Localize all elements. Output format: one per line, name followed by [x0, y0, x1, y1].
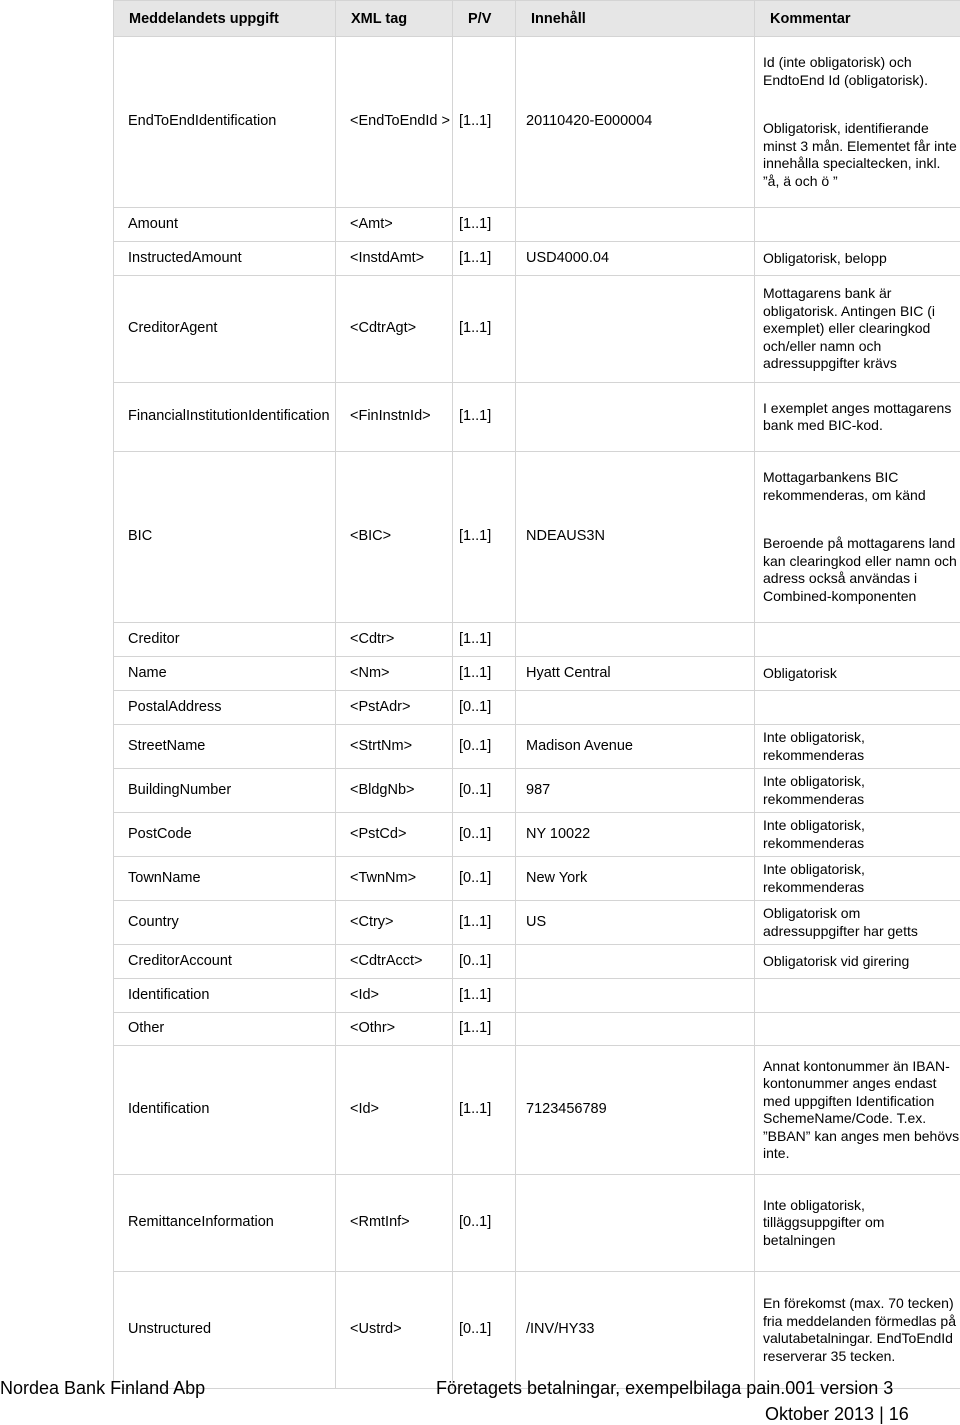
header-row [114, 1, 960, 37]
table-row [114, 452, 960, 623]
field-name: InstructedAmount [114, 242, 336, 276]
comment-cell [755, 725, 960, 769]
xml-tag: <EndToEndId > [336, 37, 453, 208]
comment-cell [755, 813, 960, 857]
field-name: Amount [114, 208, 336, 242]
field-name: PostCode [114, 813, 336, 857]
xml-tag: <Id> [336, 979, 453, 1013]
field-name: RemittanceInformation [114, 1175, 336, 1272]
comment-cell [755, 1175, 960, 1272]
field-name: CreditorAccount [114, 945, 336, 979]
xml-tag: <BIC> [336, 452, 453, 623]
occurrence: [0..1] [453, 725, 516, 769]
content-value: NY 10022 [516, 813, 755, 857]
occurrence: [1..1] [453, 901, 516, 945]
content-value: 987 [516, 769, 755, 813]
table-row [114, 769, 960, 813]
field-name: Identification [114, 1046, 336, 1175]
comment-text: Obligatorisk [763, 664, 837, 681]
table-row [114, 1046, 960, 1175]
content-value: US [516, 901, 755, 945]
comment-cell [755, 1013, 960, 1046]
comment-text: Inte obligatorisk, rekommenderas [763, 729, 865, 763]
content-value [516, 945, 755, 979]
comment-text: Obligatorisk om adressuppgifter har getts [763, 905, 918, 939]
occurrence: [1..1] [453, 623, 516, 657]
table-row [114, 857, 960, 901]
comment-stack [763, 39, 960, 206]
field-name: PostalAddress [114, 691, 336, 725]
occurrence: [1..1] [453, 37, 516, 208]
xml-tag: <Ctry> [336, 901, 453, 945]
occurrence: [1..1] [453, 979, 516, 1013]
content-value: Hyatt Central [516, 657, 755, 691]
comment-cell [755, 901, 960, 945]
content-value: 20110420-E000004 [516, 37, 755, 208]
header-xml-tag: XML tag [336, 1, 453, 37]
comment-cell [755, 208, 960, 242]
occurrence: [0..1] [453, 945, 516, 979]
occurrence: [1..1] [453, 242, 516, 276]
table-row [114, 623, 960, 657]
comment-text: Inte obligatorisk, rekommenderas [763, 861, 865, 895]
field-name: FinancialInstitutionIdentification [114, 383, 336, 452]
header-comment: Kommentar [755, 1, 960, 37]
xml-tag: <Id> [336, 1046, 453, 1175]
table-row [114, 1272, 960, 1389]
occurrence: [0..1] [453, 691, 516, 725]
comment-cell [755, 276, 960, 383]
xml-tag: <CdtrAcct> [336, 945, 453, 979]
comment-text: Inte obligatorisk, rekommenderas [763, 817, 865, 851]
comment-cell [755, 691, 960, 725]
field-name: Other [114, 1013, 336, 1046]
xml-tag: <RmtInf> [336, 1175, 453, 1272]
field-table [113, 0, 960, 1389]
field-name: BuildingNumber [114, 769, 336, 813]
comment-cell [755, 452, 960, 623]
table-row [114, 945, 960, 979]
xml-tag: <BldgNb> [336, 769, 453, 813]
occurrence: [0..1] [453, 769, 516, 813]
comment-cell [755, 945, 960, 979]
xml-tag: <PstAdr> [336, 691, 453, 725]
comment-cell [755, 769, 960, 813]
field-name: BIC [114, 452, 336, 623]
header-pv: P/V [453, 1, 516, 37]
xml-tag: <FinInstnId> [336, 383, 453, 452]
xml-tag: <Nm> [336, 657, 453, 691]
content-value [516, 979, 755, 1013]
table-row [114, 37, 960, 208]
content-value [516, 691, 755, 725]
xml-tag: <Amt> [336, 208, 453, 242]
table-row [114, 979, 960, 1013]
table-row [114, 208, 960, 242]
occurrence: [0..1] [453, 1175, 516, 1272]
content-value [516, 208, 755, 242]
comment-cell [755, 1272, 960, 1389]
field-name: Identification [114, 979, 336, 1013]
occurrence: [1..1] [453, 657, 516, 691]
table-row [114, 657, 960, 691]
comment-text: Mottagarens bank är obligatorisk. Antingen BIC (i exemplet) eller clearingkod och/eller namn och adressuppgifter krävs [763, 285, 935, 372]
field-name: Country [114, 901, 336, 945]
comment-text: Mottagarbankens BIC rekommenderas, om känd [763, 469, 926, 503]
comment-text: Obligatorisk vid girering [763, 952, 910, 969]
header-field: Meddelandets uppgift [114, 1, 336, 37]
specification-document [113, 0, 960, 1389]
xml-tag: <InstdAmt> [336, 242, 453, 276]
comment-text: I exemplet anges mottagarens bank med BIC-kod. [763, 399, 952, 433]
footer-company: Nordea Bank Finland Abp [0, 1378, 206, 1398]
occurrence: [1..1] [453, 1046, 516, 1175]
field-name: Unstructured [114, 1272, 336, 1389]
comment-cell [755, 979, 960, 1013]
comment-text: Inte obligatorisk, tilläggsuppgifter om betalningen [763, 1196, 885, 1248]
occurrence: [1..1] [453, 383, 516, 452]
field-name: CreditorAgent [114, 276, 336, 383]
content-value: /INV/HY33 [516, 1272, 755, 1389]
field-name: Creditor [114, 623, 336, 657]
comment-text: Id (inte obligatorisk) och EndtoEnd Id (obligatorisk). [763, 54, 928, 88]
table-row [114, 242, 960, 276]
content-value [516, 623, 755, 657]
field-name: TownName [114, 857, 336, 901]
content-value [516, 276, 755, 383]
occurrence: [0..1] [453, 857, 516, 901]
header-content: Innehåll [516, 1, 755, 37]
content-value: Madison Avenue [516, 725, 755, 769]
table-row [114, 1013, 960, 1046]
xml-tag: <StrtNm> [336, 725, 453, 769]
comment-text: Inte obligatorisk, rekommenderas [763, 773, 865, 807]
table-row [114, 725, 960, 769]
table-row [114, 276, 960, 383]
table-row [114, 1175, 960, 1272]
occurrence: [1..1] [453, 1013, 516, 1046]
field-name: Name [114, 657, 336, 691]
footer-date-page: Oktober 2013 | 16 [765, 1404, 909, 1424]
comment-cell [755, 242, 960, 276]
comment-text: Obligatorisk, belopp [763, 249, 887, 266]
footer-document-title: Företagets betalningar, exempelbilaga pain.001 version 3 [436, 1378, 894, 1398]
content-value [516, 1175, 755, 1272]
comment-stack [763, 454, 960, 621]
comment-cell [755, 623, 960, 657]
xml-tag: <TwnNm> [336, 857, 453, 901]
comment-cell [755, 37, 960, 208]
xml-tag: <Othr> [336, 1013, 453, 1046]
comment-text: Obligatorisk, identifierande minst 3 mån. Elementet får inte innehålla specialtecken, inkl. ”å, ä och ö ” [763, 120, 957, 189]
content-value: New York [516, 857, 755, 901]
comment-cell [755, 857, 960, 901]
content-value: USD4000.04 [516, 242, 755, 276]
comment-text: Annat kontonummer än IBAN-kontonummer anges endast med uppgiften Identification SchemeName/Code. T.ex. ”BBAN” kan anges men behövs inte. [763, 1057, 960, 1161]
content-value: NDEAUS3N [516, 452, 755, 623]
field-name: EndToEndIdentification [114, 37, 336, 208]
comment-text: En förekomst (max. 70 tecken) fria meddelanden förmedlas på valutabetalningar. EndToEndId reserverar 35 tecken. [763, 1295, 957, 1364]
content-value [516, 383, 755, 452]
content-value: 7123456789 [516, 1046, 755, 1175]
comment-cell [755, 657, 960, 691]
xml-tag: <CdtrAgt> [336, 276, 453, 383]
table-row [114, 691, 960, 725]
comment-cell [755, 1046, 960, 1175]
xml-tag: <PstCd> [336, 813, 453, 857]
table-row [114, 901, 960, 945]
comment-text: Beroende på mottagarens land kan clearingkod eller namn och adress också användas i Combined-komponenten [763, 535, 957, 604]
occurrence: [1..1] [453, 208, 516, 242]
table-row [114, 813, 960, 857]
occurrence: [0..1] [453, 813, 516, 857]
xml-tag: <Cdtr> [336, 623, 453, 657]
occurrence: [0..1] [453, 1272, 516, 1389]
table-row [114, 383, 960, 452]
field-name: StreetName [114, 725, 336, 769]
occurrence: [1..1] [453, 452, 516, 623]
occurrence: [1..1] [453, 276, 516, 383]
comment-cell [755, 383, 960, 452]
content-value [516, 1013, 755, 1046]
xml-tag: <Ustrd> [336, 1272, 453, 1389]
